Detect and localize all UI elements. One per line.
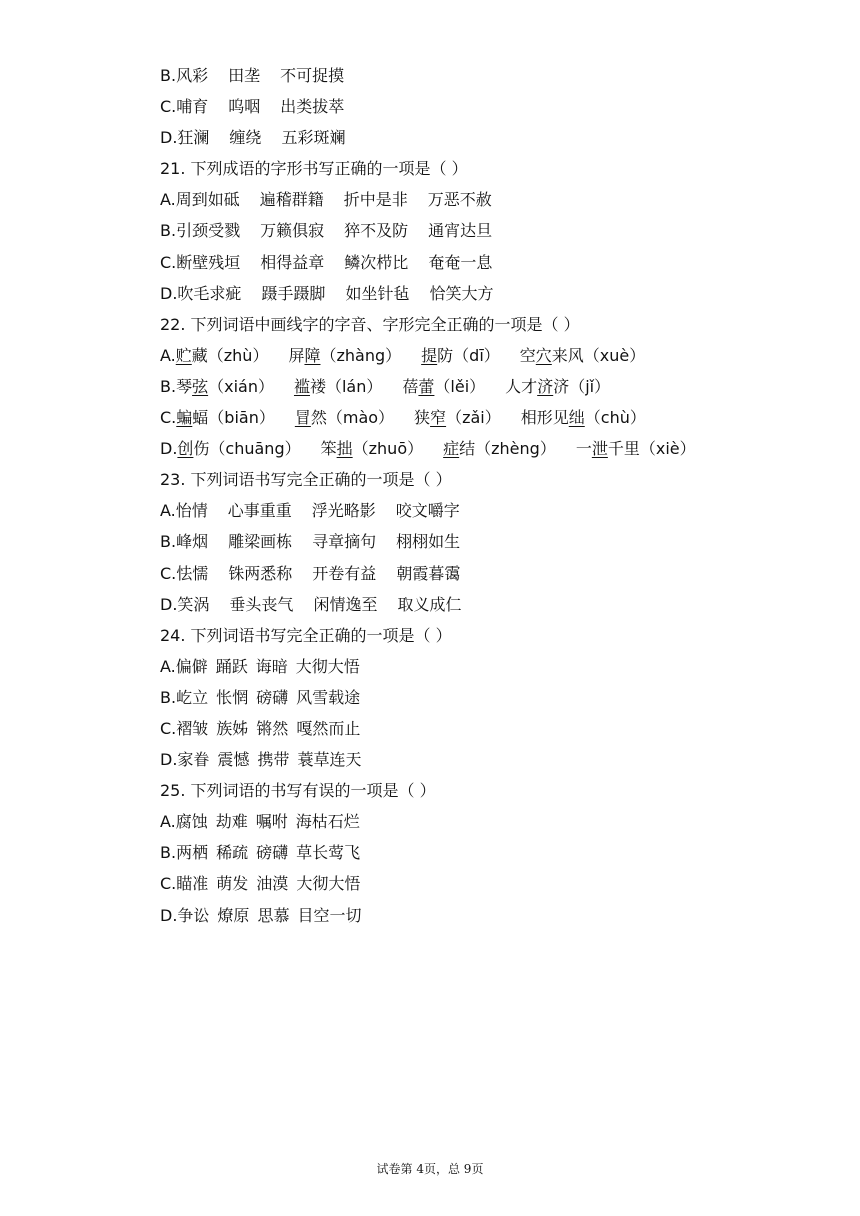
option-label: D.: [160, 594, 178, 614]
option-word: 万恶不赦: [427, 190, 492, 210]
option-word: 笑涡: [177, 594, 210, 614]
option-label: D.: [160, 750, 178, 770]
word-text: 结（zhèng）: [459, 439, 556, 459]
answer-option: [160, 91, 820, 122]
word-text: 蓓: [402, 376, 419, 396]
answer-option: [160, 837, 820, 868]
option-word: 相得益章: [260, 252, 325, 272]
option-word: 风彩: [176, 66, 209, 85]
word-text: 笨: [320, 439, 337, 459]
option-word: 吹毛求疵: [177, 283, 242, 303]
option-word: 心事重重: [227, 501, 292, 521]
underlined-char: 蝙: [176, 408, 193, 428]
option-word: [177, 433, 300, 464]
option-word: 哺育: [176, 97, 209, 117]
question-stem: 24. 下列词语书写完全正确的一项是（ ）: [160, 625, 452, 645]
option-word: [505, 371, 610, 402]
answer-option: [160, 184, 820, 215]
option-word: 草长莺飞: [296, 843, 361, 863]
option-label: B.: [160, 687, 177, 707]
option-word: 恰笑大方: [429, 283, 494, 303]
question-stem: 25. 下列词语的书写有误的一项是（ ）: [160, 781, 436, 801]
option-word: 奄奄一息: [428, 252, 493, 272]
option-word: [294, 371, 382, 402]
option-word: 田垄: [228, 66, 261, 85]
answer-option: [160, 60, 820, 91]
answer-option: [160, 215, 820, 246]
option-word: 咬文嚼字: [395, 501, 460, 521]
option-label: D.: [160, 439, 178, 459]
answer-option: [160, 278, 820, 309]
option-word: 褶皱: [176, 718, 209, 738]
option-word: 雕梁画栋: [228, 532, 293, 552]
underlined-char: 绌: [568, 408, 585, 428]
option-label: B.: [160, 221, 177, 241]
option-word: 震憾: [217, 750, 250, 770]
word-text: （chù）: [584, 408, 646, 428]
option-word: [520, 340, 646, 371]
word-text: （zhàng）: [320, 345, 402, 365]
option-word: 缠绕: [229, 128, 262, 148]
option-word: [521, 402, 646, 433]
option-word: 锵然: [256, 718, 289, 738]
underlined-char: 贮: [175, 345, 192, 365]
option-word: 呜咽: [228, 97, 261, 117]
word-text: 然（mào）: [310, 408, 395, 428]
option-word: 怅惘: [216, 687, 249, 707]
word-text: 空: [519, 345, 536, 365]
word-text: 济（jǐ）: [553, 376, 611, 396]
underlined-char: 济: [537, 376, 554, 396]
option-word: 家眷: [177, 750, 210, 770]
answer-option: [160, 122, 820, 153]
option-word: 族姊: [216, 718, 249, 738]
answer-option: [160, 340, 820, 371]
option-word: 五彩斑斓: [281, 128, 346, 148]
option-word: 浮光略影: [311, 501, 376, 521]
option-word: 磅礴: [256, 843, 289, 863]
option-word: 狂澜: [177, 128, 210, 148]
word-text: 狭: [414, 408, 431, 428]
option-word: 萌发: [216, 874, 249, 894]
word-text: 千里（xiè）: [607, 439, 696, 459]
underlined-char: 症: [443, 439, 460, 459]
option-word: 嘎然而止: [296, 718, 361, 738]
option-label: D.: [160, 283, 178, 303]
answer-option: [160, 495, 820, 526]
word-text: 相形见: [520, 408, 569, 428]
option-word: 思慕: [257, 905, 290, 925]
answer-option: [160, 682, 820, 713]
answer-option: [160, 402, 820, 433]
answer-option: [160, 744, 820, 775]
answer-option: [160, 247, 820, 278]
option-word: 周到如砥: [175, 190, 240, 210]
option-word: 开卷有益: [312, 563, 377, 583]
option-word: 引颈受戮: [176, 221, 241, 241]
option-word: 朝霞暮霭: [396, 563, 461, 583]
option-word: 猝不及防: [344, 221, 409, 241]
option-label: C.: [160, 563, 177, 583]
option-word: 腐蚀: [175, 812, 208, 832]
option-word: 风雪载途: [296, 687, 361, 707]
option-word: 大彻大悟: [296, 874, 361, 894]
answer-option: [160, 558, 820, 589]
option-word: 稀疏: [216, 843, 249, 863]
answer-option: [160, 868, 820, 899]
word-text: （zhuō）: [352, 439, 424, 459]
underlined-char: 拙: [336, 439, 353, 459]
option-word: [321, 433, 424, 464]
option-word: 蹑手蹑脚: [261, 283, 326, 303]
option-word: 蓑草连天: [297, 750, 362, 770]
underlined-char: 窄: [430, 408, 447, 428]
word-text: 来风（xuè）: [551, 345, 646, 365]
option-word: 遍稽群籍: [259, 190, 324, 210]
word-text: 伤（chuāng）: [193, 439, 301, 459]
underlined-char: 冒: [294, 408, 311, 428]
answer-option: [160, 526, 820, 557]
word-text: （zǎi）: [446, 408, 501, 428]
option-word: 折中是非: [343, 190, 408, 210]
option-word: 寻章摘句: [312, 532, 377, 552]
word-text: 藏（zhù）: [191, 345, 269, 365]
option-label: A.: [160, 501, 176, 521]
option-word: 峰烟: [176, 532, 209, 552]
word-text: 琴: [176, 376, 193, 396]
option-label: A.: [160, 345, 176, 365]
option-word: [176, 371, 274, 402]
option-label: C.: [160, 252, 177, 272]
underlined-char: 穴: [535, 345, 552, 365]
answer-option: [160, 433, 820, 464]
option-word: 闲情逸至: [313, 594, 378, 614]
option-word: [443, 433, 556, 464]
option-word: 争讼: [177, 905, 210, 925]
option-label: C.: [160, 718, 177, 738]
option-label: C.: [160, 97, 177, 117]
underlined-char: 泄: [591, 439, 608, 459]
word-text: 一: [575, 439, 592, 459]
option-word: 目空一切: [297, 905, 362, 925]
option-word: 油漠: [256, 874, 289, 894]
question-stem: 21. 下列成语的字形书写正确的一项是（ ）: [160, 159, 468, 179]
option-word: 大彻大悟: [295, 656, 360, 676]
underlined-char: 障: [304, 345, 321, 365]
option-word: 燎原: [217, 905, 250, 925]
option-word: 偏僻: [175, 656, 208, 676]
option-word: 瞄准: [176, 874, 209, 894]
option-word: 劫难: [215, 812, 248, 832]
page-footer: 试卷第 4页，总 9页: [376, 1162, 484, 1176]
underlined-char: 创: [177, 439, 194, 459]
option-word: [176, 402, 275, 433]
option-word: 不可捉摸: [280, 66, 345, 85]
option-word: 嘱咐: [255, 812, 288, 832]
option-word: 踊跃: [215, 656, 248, 676]
option-word: 铢两悉称: [228, 563, 293, 583]
option-word: 携带: [257, 750, 290, 770]
underlined-char: 弦: [192, 376, 209, 396]
option-word: [402, 371, 485, 402]
option-label: C.: [160, 408, 177, 428]
option-word: 屹立: [176, 687, 209, 707]
option-word: 磅礴: [256, 687, 289, 707]
option-word: 取义成仁: [397, 594, 462, 614]
option-word: [421, 340, 500, 371]
question-content: [160, 60, 820, 931]
word-text: 人才: [505, 376, 538, 396]
option-word: 断壁残垣: [176, 252, 241, 272]
answer-option: [160, 713, 820, 744]
answer-option: [160, 651, 820, 682]
underlined-char: 提: [421, 345, 438, 365]
option-word: [576, 433, 696, 464]
word-text: 屏: [288, 345, 305, 365]
underlined-char: 蕾: [418, 376, 435, 396]
option-label: B.: [160, 843, 177, 863]
option-word: 万籁俱寂: [260, 221, 325, 241]
option-label: A.: [160, 812, 176, 832]
option-word: [414, 402, 501, 433]
word-text: 蝠（biān）: [192, 408, 275, 428]
option-word: [295, 402, 394, 433]
question-stem: 23. 下列词语书写完全正确的一项是（ ）: [160, 470, 452, 490]
underlined-char: 褴: [293, 376, 310, 396]
word-text: 褛（lán）: [309, 376, 383, 396]
answer-option: [160, 371, 820, 402]
word-text: 防（dī）: [437, 345, 500, 365]
answer-option: [160, 589, 820, 620]
option-word: 出类拔萃: [280, 97, 345, 117]
option-word: 怡情: [175, 501, 208, 521]
option-word: 垂头丧气: [229, 594, 294, 614]
word-text: （lěi）: [434, 376, 486, 396]
option-word: 栩栩如生: [396, 532, 461, 552]
option-word: 怯懦: [176, 563, 209, 583]
option-word: 两栖: [176, 843, 209, 863]
question-stem: 22. 下列词语中画线字的字音、字形完全正确的一项是（ ）: [160, 314, 580, 334]
option-word: [176, 340, 269, 371]
answer-option: [160, 900, 820, 931]
option-word: 如坐针毡: [345, 283, 410, 303]
option-word: 通宵达旦: [428, 221, 493, 241]
option-label: C.: [160, 874, 177, 894]
option-word: [288, 340, 401, 371]
answer-option: [160, 806, 820, 837]
option-word: 海枯石烂: [295, 812, 360, 832]
word-text: （xián）: [208, 376, 274, 396]
option-label: A.: [160, 190, 176, 210]
option-word: 诲暗: [255, 656, 288, 676]
option-label: B.: [160, 532, 177, 552]
option-label: B.: [160, 376, 177, 396]
option-label: B.: [160, 66, 177, 85]
option-label: D.: [160, 905, 178, 925]
option-word: 鳞次栉比: [344, 252, 409, 272]
option-label: D.: [160, 128, 178, 148]
option-label: A.: [160, 656, 176, 676]
